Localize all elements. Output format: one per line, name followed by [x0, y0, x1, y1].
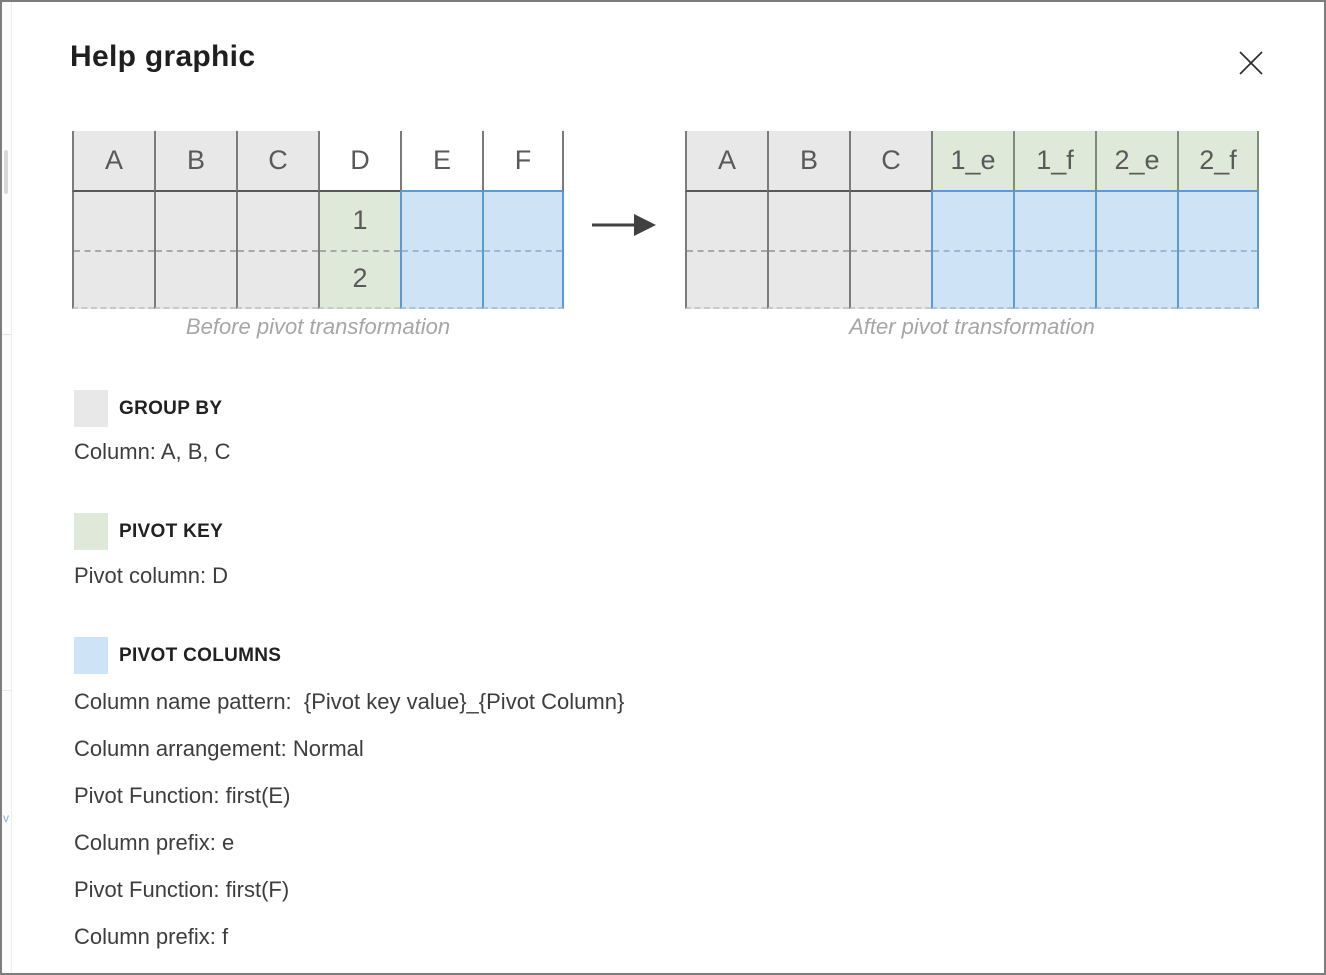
header-cell: A: [72, 131, 154, 192]
background-page-strip: [2, 2, 12, 973]
table-column: [154, 131, 236, 309]
close-button[interactable]: [1232, 44, 1270, 82]
legend-heading: GROUP BY: [119, 397, 223, 419]
header-cell: 2_e: [1095, 131, 1177, 192]
legend-text: Pivot column: D: [74, 563, 229, 588]
before-table-caption: Before pivot transformation: [185, 314, 451, 339]
legend-text: Pivot Function: first(E): [74, 783, 291, 808]
legend-heading: PIVOT COLUMNS: [119, 644, 282, 666]
before-table: [72, 131, 564, 309]
background-text-artifact: v: [3, 811, 9, 825]
body-cell: [767, 192, 849, 309]
table-column-pivot-key: [318, 131, 400, 309]
pivot-key-value: 1: [352, 205, 368, 236]
table-column-pivot: [482, 131, 564, 309]
body-cell: [318, 192, 400, 309]
legend-heading: PIVOT KEY: [119, 520, 224, 542]
table-column: [72, 131, 154, 309]
legend-text: Column: A, B, C: [74, 439, 231, 464]
pivot-key-value: 2: [352, 262, 368, 293]
background-divider-artifact: [2, 690, 11, 691]
legend-pivot-key: [74, 513, 223, 550]
background-scrollbar-artifact: [4, 150, 8, 194]
pivot-key-swatch: [74, 513, 108, 550]
dialog-title: Help graphic: [70, 40, 256, 73]
header-cell: 1_f: [1013, 131, 1095, 192]
body-cell: [400, 192, 482, 309]
group-by-swatch: [74, 390, 108, 427]
after-table-caption: After pivot transformation: [849, 314, 1095, 339]
header-cell: D: [318, 131, 400, 192]
legend-group-by: [74, 390, 222, 427]
table-column-pivoted: [1013, 131, 1095, 309]
legend-text: Column prefix: e: [74, 830, 235, 855]
table-column-pivoted: [1095, 131, 1177, 309]
body-cell: [1013, 192, 1095, 309]
body-cell: [1177, 192, 1259, 309]
body-cell: [72, 192, 154, 309]
header-cell: E: [400, 131, 482, 192]
legend-pivot-columns: [74, 637, 281, 674]
legend-text: Column prefix: f: [74, 924, 229, 949]
body-cell: [154, 192, 236, 309]
body-cell: [931, 192, 1013, 309]
table-column: [849, 131, 931, 309]
table-column-pivoted: [931, 131, 1013, 309]
header-cell: 2_f: [1177, 131, 1259, 192]
background-divider-artifact: [2, 334, 11, 335]
body-cell: [849, 192, 931, 309]
legend-text: Pivot Function: first(F): [74, 877, 290, 902]
header-cell: C: [849, 131, 931, 192]
table-column-pivot: [400, 131, 482, 309]
body-cell: [482, 192, 564, 309]
table-column-pivoted: [1177, 131, 1259, 309]
legend-text: Column name pattern: {Pivot key value}_{Pivot Column}: [74, 689, 625, 714]
header-cell: C: [236, 131, 318, 192]
header-cell: B: [767, 131, 849, 192]
header-cell: B: [154, 131, 236, 192]
arrow-right-icon: [590, 207, 660, 243]
pivot-columns-swatch: [74, 637, 108, 674]
after-table: [685, 131, 1259, 309]
body-cell: [236, 192, 318, 309]
legend-text: Column arrangement: Normal: [74, 736, 364, 761]
body-cell: [1095, 192, 1177, 309]
header-cell: 1_e: [931, 131, 1013, 192]
table-column: [236, 131, 318, 309]
table-column: [767, 131, 849, 309]
header-cell: F: [482, 131, 564, 192]
body-cell: [685, 192, 767, 309]
table-column: [685, 131, 767, 309]
header-cell: A: [685, 131, 767, 192]
close-icon: [1236, 48, 1266, 78]
